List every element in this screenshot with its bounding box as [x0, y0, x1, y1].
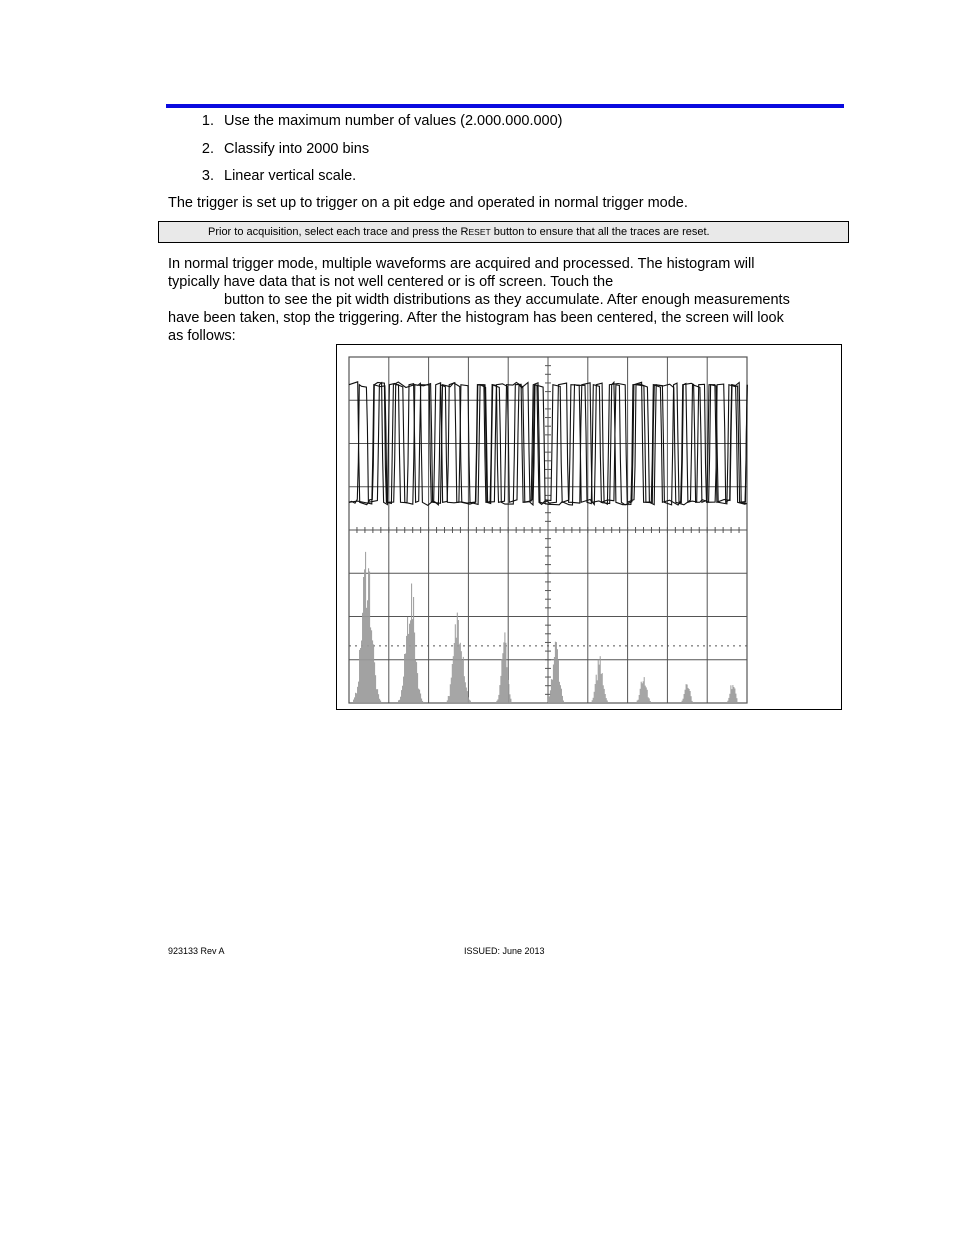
- list-item-text: Use the maximum number of values (2.000.000.000): [224, 113, 563, 129]
- note-text-after: button to ensure that all the traces are reset.: [490, 226, 710, 238]
- header-rule: [166, 104, 844, 108]
- body-line: typically have data that is not well centered or is off screen. Touch the: [168, 274, 614, 290]
- trigger-paragraph: The trigger is set up to trigger on a pit edge and operated in normal trigger mode.: [168, 195, 688, 211]
- body-paragraph: [168, 255, 844, 345]
- list-item: [168, 112, 848, 140]
- oscilloscope-figure: [336, 344, 842, 710]
- footer-doc-number: 923133 Rev A: [168, 946, 225, 956]
- reset-button-name: RESET: [460, 226, 491, 238]
- footer-issued: ISSUED: June 2013: [464, 946, 545, 956]
- note-text-before: Prior to acquisition, select each trace and press the: [208, 226, 461, 238]
- note-text: [208, 222, 710, 242]
- body-line: In normal trigger mode, multiple waveforms are acquired and processed. The histogram will: [168, 256, 755, 272]
- body-line: as follows:: [168, 328, 236, 344]
- body-line: button to see the pit width distributions as they accumulate. After enough measurements: [224, 292, 790, 308]
- list-item: [168, 140, 848, 168]
- note-box: [158, 221, 849, 243]
- setup-steps-list: [168, 112, 848, 195]
- oscilloscope-screen: [337, 345, 841, 709]
- list-item: [168, 167, 848, 195]
- list-item-number: 2.: [201, 140, 214, 157]
- list-item-number: 3.: [201, 168, 214, 184]
- list-item-text: Linear vertical scale.: [224, 168, 357, 184]
- body-line: have been taken, stop the triggering. After the histogram has been centered, the screen will look: [168, 310, 784, 326]
- list-item-text: Classify into 2000 bins: [224, 140, 370, 157]
- list-item-number: 1.: [201, 113, 214, 129]
